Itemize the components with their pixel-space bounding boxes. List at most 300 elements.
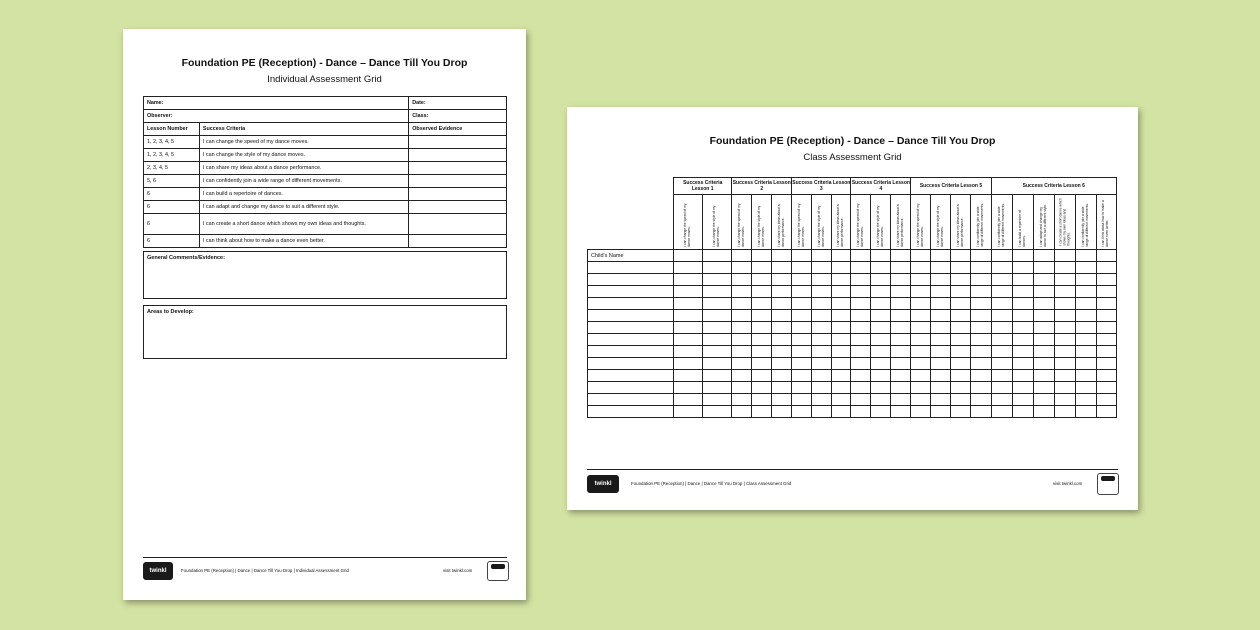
grid-cell <box>1096 406 1116 418</box>
grid-cell <box>891 358 911 370</box>
evidence-cell <box>409 175 507 188</box>
table-row <box>144 188 507 201</box>
grid-cell <box>674 286 703 298</box>
quality-badge-icon <box>1097 473 1119 495</box>
grid-cell <box>971 262 991 274</box>
grid-cell <box>911 370 931 382</box>
grid-cell <box>1033 370 1054 382</box>
grid-cell <box>931 382 951 394</box>
grid-cell <box>931 298 951 310</box>
grid-cell <box>931 394 951 406</box>
individual-assessment-sheet <box>123 29 526 600</box>
criteria-cell: I can adapt and change my dance to suit a different style. <box>199 201 408 214</box>
grid-cell <box>1075 334 1096 346</box>
table-row <box>588 262 1117 274</box>
grid-cell <box>772 262 792 274</box>
grid-cell <box>871 334 891 346</box>
sheet1-footer <box>143 557 507 584</box>
grid-cell <box>1054 262 1075 274</box>
grid-cell <box>703 394 732 406</box>
grid-cell <box>971 286 991 298</box>
grid-cell <box>752 370 772 382</box>
grid-cell <box>851 262 871 274</box>
grid-cell <box>1012 406 1033 418</box>
grid-cell <box>971 382 991 394</box>
quality-badge-icon <box>487 561 509 581</box>
grid-cell <box>588 382 674 394</box>
table-row <box>588 346 1117 358</box>
grid-cell <box>772 322 792 334</box>
grid-cell <box>812 286 832 298</box>
grid-cell <box>971 358 991 370</box>
sheet2-title: Foundation PE (Reception) - Dance – Dance Till You Drop <box>709 135 996 147</box>
grid-cell <box>674 358 703 370</box>
grid-cell <box>991 322 1012 334</box>
grid-cell <box>588 286 674 298</box>
criteria-cell: I can change the style of my dance moves. <box>871 195 891 250</box>
grid-cell <box>588 274 674 286</box>
grid-cell <box>851 394 871 406</box>
grid-cell <box>911 334 931 346</box>
grid-cell <box>792 358 812 370</box>
criteria-cell: I can share my ideas about a dance performance. <box>199 162 408 175</box>
criteria-cell: I can share my ideas about a dance performance. <box>951 195 971 250</box>
grid-cell <box>703 274 732 286</box>
grid-cell <box>588 370 674 382</box>
grid-cell <box>588 358 674 370</box>
grid-cell <box>732 262 752 274</box>
grid-cell <box>1054 406 1075 418</box>
grid-cell <box>1012 358 1033 370</box>
grid-cell <box>792 310 812 322</box>
sheet1-title: Foundation PE (Reception) - Dance – Dance Till You Drop <box>181 57 468 69</box>
grid-cell <box>991 358 1012 370</box>
areas-to-develop-box <box>143 305 507 359</box>
table-row <box>588 310 1117 322</box>
table-row <box>144 162 507 175</box>
lesson-cell: 2, 3, 4, 5 <box>144 162 200 175</box>
grid-cell <box>951 310 971 322</box>
grid-cell <box>911 382 931 394</box>
grid-cell <box>1033 358 1054 370</box>
grid-cell <box>832 370 851 382</box>
grid-cell <box>1075 382 1096 394</box>
grid-cell <box>1033 274 1054 286</box>
grid-cell <box>812 394 832 406</box>
class-label: Class: <box>409 110 507 123</box>
grid-cell <box>1012 322 1033 334</box>
grid-cell <box>772 382 792 394</box>
grid-cell <box>871 394 891 406</box>
grid-cell <box>772 334 792 346</box>
grid-cell <box>588 334 674 346</box>
grid-cell <box>871 406 891 418</box>
grid-cell <box>832 298 851 310</box>
grid-cell <box>703 406 732 418</box>
grid-cell <box>588 298 674 310</box>
grid-cell <box>891 310 911 322</box>
grid-cell <box>732 370 752 382</box>
grid-cell <box>832 394 851 406</box>
grid-cell <box>851 406 871 418</box>
grid-cell <box>971 394 991 406</box>
grid-cell <box>1054 322 1075 334</box>
grid-cell <box>812 322 832 334</box>
grid-cell <box>971 406 991 418</box>
grid-cell <box>772 298 792 310</box>
sheet2-visit-text: visit twinkl.com <box>1053 481 1083 486</box>
grid-cell <box>732 286 752 298</box>
grid-cell <box>1096 358 1116 370</box>
grid-cell <box>991 274 1012 286</box>
grid-cell <box>792 322 812 334</box>
grid-cell <box>1033 262 1054 274</box>
grid-cell <box>891 286 911 298</box>
grid-cell <box>991 262 1012 274</box>
grid-cell <box>871 262 891 274</box>
sheet1-subtitle: Individual Assessment Grid <box>267 74 382 85</box>
grid-cell <box>674 406 703 418</box>
criteria-cell: I can change the style of my dance moves. <box>752 195 772 250</box>
table-row <box>588 358 1117 370</box>
table-row <box>588 406 1117 418</box>
grid-cell <box>1096 310 1116 322</box>
grid-cell <box>971 370 991 382</box>
table-row <box>588 274 1117 286</box>
grid-cell <box>812 370 832 382</box>
grid-cell <box>931 310 951 322</box>
grid-cell <box>991 310 1012 322</box>
grid-cell <box>832 322 851 334</box>
table-row <box>144 201 507 214</box>
table-row <box>588 286 1117 298</box>
grid-cell <box>812 334 832 346</box>
grid-cell <box>1054 394 1075 406</box>
grid-cell <box>703 382 732 394</box>
grid-cell <box>931 322 951 334</box>
grid-cell <box>1075 262 1096 274</box>
criteria-header-row <box>588 195 1117 250</box>
lesson-cell: 6 <box>144 188 200 201</box>
grid-cell <box>991 346 1012 358</box>
grid-cell <box>732 346 752 358</box>
grid-cell <box>951 322 971 334</box>
grid-cell <box>911 274 931 286</box>
grid-cell <box>891 262 911 274</box>
grid-cell <box>812 310 832 322</box>
table-row <box>588 394 1117 406</box>
grid-cell <box>951 286 971 298</box>
grid-cell <box>1054 370 1075 382</box>
grid-cell <box>1075 358 1096 370</box>
grid-cell <box>703 334 732 346</box>
evidence-cell <box>409 149 507 162</box>
grid-cell <box>931 262 951 274</box>
grid-cell <box>871 286 891 298</box>
grid-cell <box>1096 286 1116 298</box>
sheet2-subtitle: Class Assessment Grid <box>803 152 902 163</box>
grid-cell <box>812 406 832 418</box>
grid-cell <box>1096 382 1116 394</box>
grid-cell <box>674 334 703 346</box>
grid-cell <box>891 298 911 310</box>
general-comments-box <box>143 251 507 299</box>
twinkl-logo: twinkl <box>587 475 619 493</box>
col-lesson-number: Lesson Number <box>144 123 200 136</box>
blank-rows <box>588 262 1117 418</box>
grid-cell <box>752 346 772 358</box>
grid-cell <box>951 394 971 406</box>
table-row <box>588 382 1117 394</box>
grid-cell <box>1075 298 1096 310</box>
grid-cell <box>1096 334 1116 346</box>
grid-cell <box>752 358 772 370</box>
criteria-cell: I can create a short dance which shows my own ideas and thoughts. <box>1054 195 1075 250</box>
grid-cell <box>1075 346 1096 358</box>
grid-cell <box>792 274 812 286</box>
date-label: Date: <box>409 97 507 110</box>
criteria-cell: I can change the style of my dance moves. <box>199 149 408 162</box>
evidence-cell <box>409 214 507 235</box>
grid-cell <box>588 394 674 406</box>
grid-cell <box>832 286 851 298</box>
grid-cell <box>1096 262 1116 274</box>
header-row <box>144 123 507 136</box>
table-row <box>144 149 507 162</box>
grid-cell <box>832 346 851 358</box>
grid-cell <box>1096 298 1116 310</box>
grid-cell <box>752 406 772 418</box>
observer-row <box>144 110 507 123</box>
grid-cell <box>1033 406 1054 418</box>
child-name-row <box>588 250 1117 262</box>
grid-cell <box>792 394 812 406</box>
grid-cell <box>851 382 871 394</box>
grid-cell <box>871 370 891 382</box>
grid-cell <box>1012 286 1033 298</box>
criteria-cell: I can change the style of my dance moves. <box>703 195 732 250</box>
grid-cell <box>911 310 931 322</box>
criteria-cell: I can confidently join a wide range of different movements. <box>971 195 991 250</box>
criteria-cell: I can adapt and change my dance to suit a different style. <box>1033 195 1054 250</box>
grid-cell <box>1075 394 1096 406</box>
sheet1-visit-text: visit twinkl.com <box>443 568 473 573</box>
grid-cell <box>931 346 951 358</box>
grid-cell <box>1012 370 1033 382</box>
grid-cell <box>871 310 891 322</box>
grid-cell <box>732 382 752 394</box>
grid-cell <box>792 334 812 346</box>
grid-cell <box>971 274 991 286</box>
grid-cell <box>732 274 752 286</box>
grid-cell <box>703 310 732 322</box>
lesson-cell: 5, 6 <box>144 175 200 188</box>
table-row <box>144 235 507 248</box>
grid-cell <box>1054 286 1075 298</box>
grid-cell <box>752 274 772 286</box>
grid-cell <box>772 406 792 418</box>
grid-cell <box>1012 334 1033 346</box>
grid-cell <box>931 358 951 370</box>
sheet2-footer <box>587 469 1118 498</box>
grid-cell <box>792 298 812 310</box>
grid-cell <box>752 310 772 322</box>
grid-cell <box>891 406 911 418</box>
grid-cell <box>674 274 703 286</box>
grid-cell <box>951 274 971 286</box>
grid-cell <box>911 262 931 274</box>
criteria-cell: I can share my ideas about a dance performance. <box>772 195 792 250</box>
criteria-cell: I can confidently join a wide range of different movements. <box>199 175 408 188</box>
grid-cell <box>772 346 792 358</box>
table-row <box>588 322 1117 334</box>
criteria-cell: I can change the speed of my dance moves. <box>199 136 408 149</box>
grid-cell <box>674 370 703 382</box>
grid-cell <box>703 346 732 358</box>
evidence-cell <box>409 201 507 214</box>
criteria-cell: I can create a short dance which shows my own ideas and thoughts. <box>199 214 408 235</box>
grid-cell <box>891 382 911 394</box>
grid-cell <box>951 346 971 358</box>
grid-cell <box>1012 346 1033 358</box>
grid-cell <box>891 274 911 286</box>
lesson-1-header: Success Criteria Lesson 1 <box>674 178 732 195</box>
lesson-cell: 1, 2, 3, 4, 5 <box>144 149 200 162</box>
criteria-cell: I can change the speed of my dance moves. <box>674 195 703 250</box>
grid-cell <box>991 370 1012 382</box>
lesson-4-header: Success Criteria Lesson 4 <box>851 178 911 195</box>
lesson-5-header: Success Criteria Lesson 5 <box>911 178 991 195</box>
name-row <box>144 97 507 110</box>
grid-cell <box>832 262 851 274</box>
grid-cell <box>871 274 891 286</box>
grid-cell <box>832 334 851 346</box>
grid-cell <box>1075 322 1096 334</box>
grid-cell <box>1012 262 1033 274</box>
grid-cell <box>732 322 752 334</box>
grid-cell <box>1054 346 1075 358</box>
grid-cell <box>1033 382 1054 394</box>
grid-cell <box>792 370 812 382</box>
grid-cell <box>772 370 792 382</box>
grid-cell <box>832 274 851 286</box>
grid-cell <box>588 406 674 418</box>
grid-cell <box>703 358 732 370</box>
grid-cell <box>752 334 772 346</box>
individual-assessment-table <box>143 96 507 248</box>
grid-cell <box>732 394 752 406</box>
observer-label: Observer: <box>144 110 409 123</box>
criteria-cell: I can confidently join a wide range of different movements. <box>1075 195 1096 250</box>
grid-cell <box>732 358 752 370</box>
lesson-cell: 6 <box>144 235 200 248</box>
grid-cell <box>674 310 703 322</box>
grid-cell <box>991 382 1012 394</box>
grid-cell <box>674 394 703 406</box>
name-label: Name: <box>144 97 409 110</box>
grid-cell <box>1054 334 1075 346</box>
grid-cell <box>871 322 891 334</box>
grid-cell <box>703 370 732 382</box>
grid-cell <box>991 298 1012 310</box>
grid-cell <box>812 358 832 370</box>
grid-cell <box>931 334 951 346</box>
grid-cell <box>703 298 732 310</box>
grid-cell <box>1012 394 1033 406</box>
grid-cell <box>911 322 931 334</box>
grid-cell <box>851 346 871 358</box>
grid-cell <box>971 346 991 358</box>
criteria-cell: I can change the style of my dance moves. <box>931 195 951 250</box>
grid-cell <box>752 262 772 274</box>
grid-cell <box>832 406 851 418</box>
grid-cell <box>891 322 911 334</box>
grid-cell <box>732 298 752 310</box>
grid-cell <box>792 346 812 358</box>
grid-cell <box>1054 382 1075 394</box>
table-row <box>588 334 1117 346</box>
grid-cell <box>832 310 851 322</box>
lesson-3-header: Success Criteria Lesson 3 <box>792 178 851 195</box>
evidence-cell <box>409 235 507 248</box>
child-name-label: Child's Name <box>588 250 674 262</box>
grid-cell <box>1033 310 1054 322</box>
grid-cell <box>1054 310 1075 322</box>
class-assessment-table <box>587 177 1117 418</box>
lesson-cell: 1, 2, 3, 4, 5 <box>144 136 200 149</box>
grid-cell <box>1033 334 1054 346</box>
criteria-cell: I can share my ideas about a dance performance. <box>832 195 851 250</box>
grid-cell <box>851 358 871 370</box>
grid-cell <box>871 346 891 358</box>
grid-cell <box>911 346 931 358</box>
grid-cell <box>871 382 891 394</box>
criteria-cell: I can change the speed of my dance moves. <box>792 195 812 250</box>
grid-cell <box>588 322 674 334</box>
twinkl-logo: twinkl <box>143 562 173 580</box>
grid-cell <box>911 286 931 298</box>
lesson-cell: 6 <box>144 214 200 235</box>
evidence-cell <box>409 188 507 201</box>
criteria-cell: I can think about how to make a dance even better. <box>1096 195 1116 250</box>
grid-cell <box>732 310 752 322</box>
col-observed-evidence: Observed Evidence <box>409 123 507 136</box>
criteria-cell: I can change the speed of my dance moves. <box>911 195 931 250</box>
grid-cell <box>911 394 931 406</box>
grid-cell <box>588 310 674 322</box>
grid-cell <box>674 262 703 274</box>
grid-cell <box>851 274 871 286</box>
table-row <box>144 175 507 188</box>
grid-cell <box>703 286 732 298</box>
grid-cell <box>971 298 991 310</box>
grid-cell <box>851 322 871 334</box>
grid-cell <box>991 286 1012 298</box>
grid-cell <box>971 310 991 322</box>
criteria-cell: I can change the speed of my dance moves. <box>851 195 871 250</box>
grid-cell <box>951 298 971 310</box>
grid-cell <box>891 394 911 406</box>
grid-cell <box>951 262 971 274</box>
grid-cell <box>1012 298 1033 310</box>
grid-cell <box>1075 370 1096 382</box>
grid-cell <box>732 334 752 346</box>
criteria-cell: I can build a repertoire of dances. <box>1012 195 1033 250</box>
grid-cell <box>991 406 1012 418</box>
grid-cell <box>871 358 891 370</box>
grid-cell <box>792 406 812 418</box>
grid-cell <box>588 262 674 274</box>
